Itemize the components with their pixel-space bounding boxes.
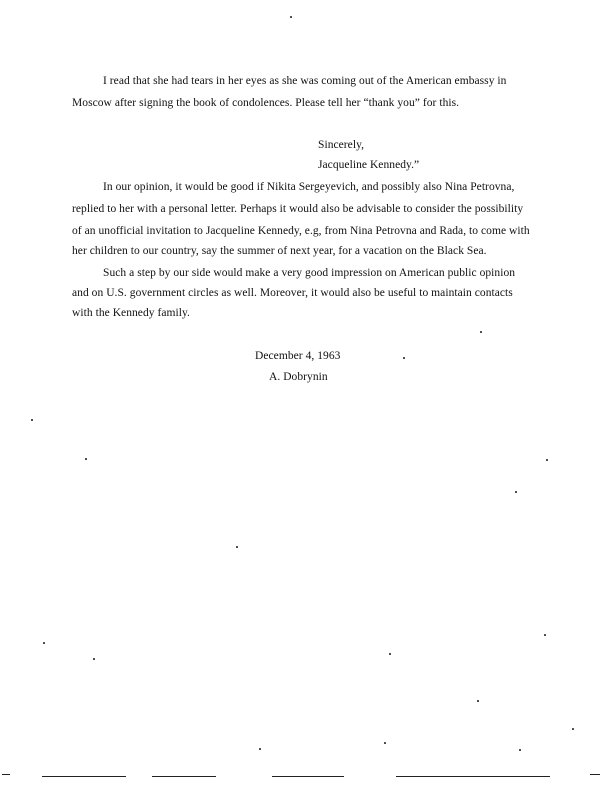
scan-speck: [546, 459, 548, 461]
body-paragraph-3-line-1: Such a step by our side would make a very good impression on American public opinion: [103, 267, 516, 279]
scan-rule: [152, 776, 216, 777]
scan-speck: [384, 742, 386, 744]
scan-speck: [43, 642, 45, 644]
body-paragraph-2-line-1: In our opinion, it would be good if Nikita Sergeyevich, and possibly also Nina Petrovna,: [103, 181, 515, 193]
body-paragraph-3-line-2: and on U.S. government circles as well. Moreover, it would also be useful to maintain contacts: [72, 287, 513, 299]
letter-signature: Jacqueline Kennedy.”: [318, 159, 420, 171]
body-paragraph-3-line-3: with the Kennedy family.: [72, 307, 190, 319]
letter-paragraph-1-line-1: I read that she had tears in her eyes as she was coming out of the American embassy in: [103, 75, 507, 87]
scan-speck: [236, 546, 238, 548]
scan-speck: [259, 748, 261, 750]
scan-rule: [396, 776, 550, 777]
letter-paragraph-1-line-2: Moscow after signing the book of condolences. Please tell her “thank you” for this.: [72, 97, 460, 109]
body-paragraph-2-line-4: her children to our country, say the summer of next year, for a vacation on the Black Sea.: [72, 245, 487, 257]
document-author: A. Dobrynin: [269, 371, 328, 383]
scan-rule: [42, 776, 126, 777]
body-paragraph-2-line-2: replied to her with a personal letter. Perhaps it would also be advisable to consider the possibility: [72, 203, 524, 215]
scan-speck: [403, 357, 405, 359]
scan-rule: [590, 774, 600, 775]
scan-speck: [519, 749, 521, 751]
body-paragraph-2-line-3: of an unofficial invitation to Jacqueline Kennedy, e.g, from Nina Petrovna and Rada, to come with: [72, 225, 530, 237]
scan-rule: [272, 776, 344, 777]
scan-rule: [2, 774, 10, 775]
scan-speck: [389, 653, 391, 655]
scan-speck: [85, 458, 87, 460]
scan-speck: [477, 700, 479, 702]
scan-speck: [31, 419, 33, 421]
letter-closing: Sincerely,: [318, 139, 365, 151]
scan-speck: [515, 491, 517, 493]
scan-speck: [290, 16, 292, 18]
scan-speck: [544, 634, 546, 636]
scan-speck: [93, 658, 95, 660]
document-date: December 4, 1963: [255, 350, 341, 362]
scan-speck: [572, 728, 574, 730]
scan-speck: [480, 331, 482, 333]
